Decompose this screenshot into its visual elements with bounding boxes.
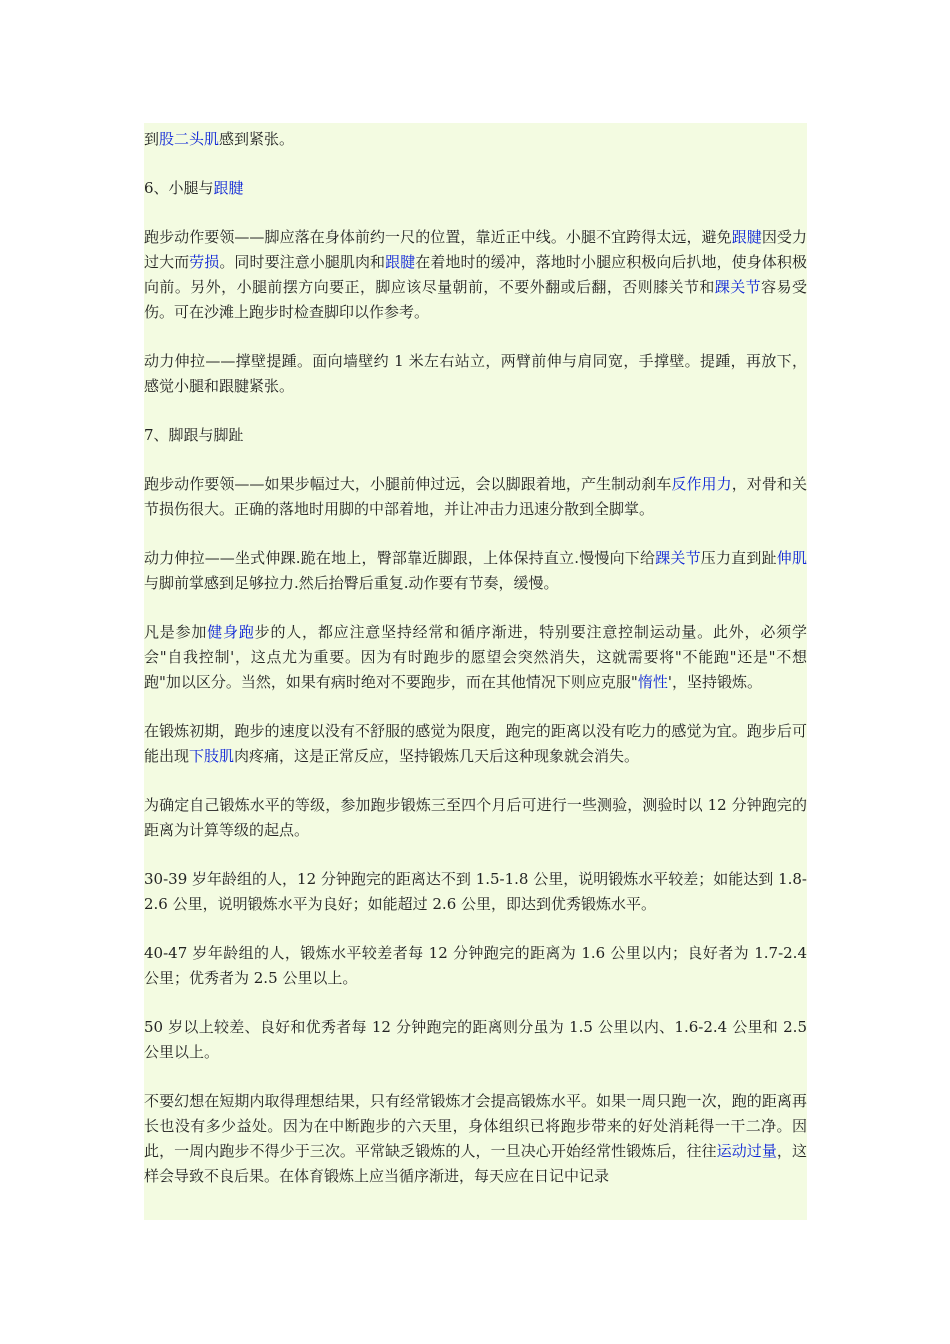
term-link[interactable]: 股二头肌	[159, 130, 220, 148]
text-segment: 在锻炼初期，跑步的速度以没有不舒服的感觉为限度，跑完的距离以没有吃力的感觉为宜。跑步后可能出现	[144, 722, 807, 765]
term-link[interactable]: 惰性	[637, 673, 668, 691]
text-segment: 跑步动作要领——如果步幅过大，小腿前伸过远，会以脚跟着地，产生制动刹车	[144, 475, 672, 493]
text-segment: 容易受伤。可在沙滩上跑步时检查脚印以作参考。	[144, 278, 807, 321]
paragraph	[144, 941, 807, 991]
paragraph	[144, 1015, 807, 1065]
text-segment: 因受力过大而	[144, 228, 807, 271]
term-link[interactable]: 跟腱	[731, 228, 762, 246]
term-link[interactable]: 伸肌	[776, 549, 807, 567]
paragraph	[144, 176, 807, 201]
text-segment: ，这样会导致不良后果。在体育锻炼上应当循序渐进，每天应在日记中记录	[144, 1142, 807, 1185]
text-segment: 感到紧张。	[219, 130, 295, 148]
text-segment: 到	[144, 130, 160, 148]
text-segment: 在着地时的缓冲，落地时小腿应积极向后扒地，使身体积极向前。另外，小腿前摆方向要正，脚应该尽量朝前，不要外翻或后翻，否则膝关节和	[144, 253, 807, 296]
paragraph	[144, 719, 807, 769]
text-segment: 40-47 岁年龄组的人，锻炼水平较差者每 12 分钟跑完的距离为 1.6 公里以内；良好者为 1.7-2.4 公里；优秀者为 2.5 公里以上。	[144, 944, 807, 987]
term-link[interactable]: 下肢肌	[189, 747, 235, 765]
term-link[interactable]: 劳损	[189, 253, 220, 271]
text-segment: 50 岁以上较差、良好和优秀者每 12 分钟跑完的距离则分虽为 1.5 公里以内、1.6-2.4 公里和 2.5 公里以上。	[144, 1018, 807, 1061]
term-link[interactable]: 跟腱	[213, 179, 244, 197]
paragraph	[144, 472, 807, 522]
term-link[interactable]: 反作用力	[671, 475, 732, 493]
text-segment: ，对骨和关节损伤很大。正确的落地时用脚的中部着地，并让冲击力迅速分散到全脚掌。	[144, 475, 807, 518]
text-segment: 跑步动作要领——脚应落在身体前约一尺的位置，靠近正中线。小腿不宜跨得太远，避免	[144, 228, 732, 246]
paragraph	[144, 423, 807, 448]
text-segment: 肉疼痛，这是正常反应，坚持锻炼几天后这种现象就会消失。	[234, 747, 640, 765]
paragraph	[144, 127, 807, 152]
text-segment: 动力伸拉——撑壁提踵。面向墙壁约 1 米左右站立，两臂前伸与肩同宽，手撑壁。提踵，再放下，感觉小腿和跟腱紧张。	[144, 352, 807, 395]
text-segment: '，坚持锻炼。	[667, 673, 762, 691]
term-link[interactable]: 踝关节	[714, 278, 762, 296]
paragraph	[144, 793, 807, 843]
term-link[interactable]: 健身跑	[207, 623, 255, 641]
text-segment: 。同时要注意小腿肌肉和	[219, 253, 386, 271]
paragraph	[144, 867, 807, 917]
text-segment: 为确定自己锻炼水平的等级，参加跑步锻炼三至四个月后可进行一些测验，测验时以 12 分钟跑完的距离为计算等级的起点。	[144, 796, 807, 839]
text-segment: 压力直到趾	[700, 549, 777, 567]
term-link[interactable]: 跟腱	[385, 253, 416, 271]
text-segment: 7、脚跟与脚趾	[144, 426, 244, 444]
text-segment: 不要幻想在短期内取得理想结果，只有经常锻炼才会提高锻炼水平。如果一周只跑一次，跑的距离再长也没有多少益处。因为在中断跑步的六天里，身体组织已将跑步带来的好处消耗得一干二净。因此，一周内跑步不得少于三次。平常缺乏锻炼的人，一旦决心开始经常性锻炼后，往往	[144, 1092, 807, 1160]
paragraph	[144, 1089, 807, 1189]
paragraph	[144, 620, 807, 695]
text-segment: 与脚前掌感到足够拉力.然后抬臀后重复.动作要有节奏，缓慢。	[144, 574, 559, 592]
term-link[interactable]: 运动过量	[716, 1142, 777, 1160]
term-link[interactable]: 踝关节	[655, 549, 701, 567]
text-segment: 步的人，都应注意坚持经常和循序渐进，特别要注意控制运动量。此外，必须学会"自我控制'，这点尤为重要。因为有时跑步的愿望会突然消失，这就需要将"不能跑"还是"不想跑"加以区分。当然，如果有病时绝对不要跑步，而在其他情况下则应克服"	[144, 623, 807, 691]
text-segment: 凡是参加	[144, 623, 208, 641]
text-segment: 6、小腿与	[144, 179, 214, 197]
paragraph	[144, 225, 807, 325]
text-segment: 动力伸拉——坐式伸踝.跪在地上，臀部靠近脚跟，上体保持直立.慢慢向下给	[144, 549, 656, 567]
paragraph	[144, 349, 807, 399]
article-content	[144, 123, 807, 1220]
text-segment: 30-39 岁年龄组的人，12 分钟跑完的距离达不到 1.5-1.8 公里，说明锻炼水平较差；如能达到 1.8-2.6 公里，说明锻炼水平为良好；如能超过 2.6 公里，即达到优秀锻炼水平。	[144, 870, 807, 913]
paragraph	[144, 546, 807, 596]
